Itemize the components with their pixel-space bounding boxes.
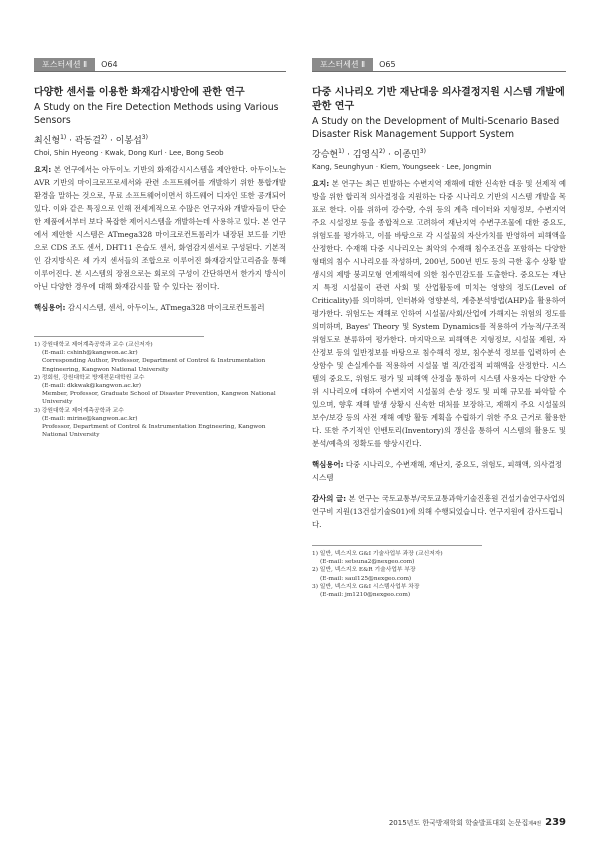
left-authors-ko — [34, 133, 286, 146]
left-abstract — [34, 163, 286, 293]
left-footnote-rule — [34, 336, 204, 337]
footnote-line: 1) 강원대학교 제어계측공학과 교수 (교신저자) — [34, 342, 153, 348]
right-author-2-mark: 2) — [378, 148, 386, 155]
footer-publication: 2015년도 한국방재학회 학술발표대회 논문집 — [388, 819, 529, 827]
right-authors-ko — [312, 147, 566, 160]
left-author-2: · 곽동걸 — [66, 136, 101, 146]
right-session-code: O65 — [379, 60, 396, 69]
right-footnotes — [312, 550, 566, 599]
footnote-line: Member, Professor, Graduate School of Disaster Prevention, Kangwon National University — [42, 391, 276, 406]
right-keywords-text: 다중 시나리오, 수변재해, 재난지, 중요도, 위험도, 피해액, 의사결정시스템 — [312, 460, 563, 482]
left-author-1: 최신형 — [34, 136, 61, 146]
right-session-header — [312, 58, 566, 72]
footer-volume: 제4권 — [528, 821, 542, 827]
right-article — [312, 58, 566, 599]
left-keywords-text: 감시시스템, 센서, 아두이노, ATmega328 마이크로컨트롤러 — [67, 303, 265, 312]
left-title-ko: 다양한 센서를 이용한 화재감시방안에 관한 연구 — [34, 87, 245, 98]
left-session-code: O64 — [101, 60, 118, 69]
footnote-line: 1) 일반, 넥스지오 G&I 기술사업부 과장 (교신저자) — [312, 551, 443, 557]
left-author-3: · 이봉섭 — [107, 136, 142, 146]
right-keywords — [312, 458, 566, 484]
right-abstract — [312, 177, 566, 450]
left-session-tag: 포스터세션 Ⅱ — [34, 58, 95, 71]
left-abstract-label: 요지: — [34, 165, 52, 174]
left-abstract-text: 본 연구에서는 아두이노 기반의 화재감시시스템을 제안한다. 아두이노는 AVR 기반의 마이크로프로세서와 관련 소프트웨어를 개발하기 위한 통합개발환경을 말하는 것으로, 무료 소프트웨어이면서 하드웨어 디자인 또한 공개되어 있다. 이와 같은 특징으로 인해 전세계적으로 수많은 연구자와 개발자들이 단순한 제품에서부터 보다 복잡한 제어시스템을 개발하는데 사용하고 있다. 본 연구에서 제안한 시스템은 ATmega328 마이크로컨트롤러가 내장된 보드를 기반으로 CDS 조도 센서, DHT11 온습도 센서, 화염감지센서로 구성된다. 기본적인 감지방식은 세 가지 센서들의 조합으로 이루어진 화재감지알고리즘을 통해 이루어진다. 본 시스템의 장점으로는 회로의 구성이 간단하면서 한가지 방식이 아닌 다양한 경우에 대해 화재감시를 할 수 있다는 점이다. — [34, 165, 286, 291]
footnote-line: (E-mail: saul125@nexgeo.com) — [320, 575, 412, 582]
footnote-line: (E-mail: setsuna2@nexgeo.com) — [320, 559, 415, 566]
left-footnotes — [34, 341, 286, 439]
right-title-ko: 다중 시나리오 기반 재난대응 의사결정지원 시스템 개발에 관한 연구 — [312, 87, 565, 112]
left-title-en: A Study on the Fire Detection Methods using Various Sensors — [34, 102, 279, 126]
right-author-1-mark: 1) — [338, 148, 345, 155]
right-ack-text: 본 연구는 국토교통부/국토교통과학기술진흥원 건설기술연구사업의 연구비 지원(13건설기술S01)에 의해 수행되었습니다. 연구지원에 감사드립니다. — [312, 494, 566, 529]
right-session-tag: 포스터세션 Ⅱ — [312, 58, 373, 71]
right-ack-label: 감사의 글: — [312, 494, 347, 503]
footnote-line: 3) 일반, 넥스지오 G&I 시스템사업부 차장 — [312, 583, 420, 590]
right-authors-en: Kang, Seunghyun · Kiem, Youngseek · Lee, Jongmin — [312, 163, 492, 171]
page-footer — [389, 817, 566, 828]
footnote-line: Professor, Department of Control & Instrumentation Engineering, Kangwon National University — [42, 424, 266, 439]
footnote-line: 2) 정회원, 강원대학교 방재전문대학원 교수 — [34, 374, 145, 381]
footnote-line: 2) 일반, 넥스지오 E&R 기술사업부 부장 — [312, 567, 416, 574]
footnote-line: (E-mail: dkkwak@kangwon.ac.kr) — [42, 383, 142, 390]
left-article — [34, 58, 286, 439]
left-author-2-mark: 2) — [100, 134, 108, 141]
right-acknowledgement — [312, 492, 566, 531]
right-author-1: 강승현 — [312, 150, 339, 160]
footnote-line: (E-mail: mirine@kangwon.ac.kr) — [42, 415, 138, 422]
left-keywords-label: 핵심용어: — [34, 303, 66, 312]
left-author-3-mark: 3) — [141, 134, 148, 141]
left-session-header — [34, 58, 286, 72]
right-title-en: A Study on the Development of Multi-Scenario Based Disaster Risk Management Support System — [312, 116, 560, 140]
footnote-line: Corresponding Author, Professor, Department of Control & Instrumentation Engineering, Kangwon National University — [42, 358, 266, 373]
left-keywords — [34, 301, 286, 314]
right-author-3-mark: 3) — [419, 148, 426, 155]
right-footnote-rule — [312, 545, 482, 546]
left-authors-en: Choi, Shin Hyeong · Kwak, Dong Kurl · Lee, Bong Seob — [34, 149, 224, 157]
right-author-2: · 김영식 — [344, 150, 379, 160]
right-keywords-label: 핵심용어: — [312, 460, 344, 469]
right-author-3: · 이종민 — [385, 150, 420, 160]
footnote-line: 3) 강원대학교 제어계측공학과 교수 — [34, 407, 124, 414]
page-number: 239 — [545, 817, 566, 828]
footnote-line: (E-mail: jm1210@nexgeo.com) — [320, 592, 411, 599]
left-author-1-mark: 1) — [60, 134, 67, 141]
right-abstract-text: 본 연구는 최근 빈발하는 수변지역 재해에 대한 신속한 대응 및 선제적 예방을 위한 합리적 의사결정을 지원하는 다중 시나리오 기반의 시스템 개발을 목표로 한다. 이를 위하여 강수량, 수위 등의 계측 데이터와 지형정보, 수변지역 주요 시설정보 등을 종합적으로 고려하여 재난지역 수변구조물에 대한 중요도, 위험도를 평가하고, 이를 바탕으로 각 시설물의 자산가치를 반영하여 피해액을 산정한다. 수재해 다중 시나리오는 최악의 수재해 침수조건을 포함하는 다양한 형태의 침수 시나리오를 작성하며, 200년, 500년 빈도 등의 극한 홍수 상황 발생시의 제방 붕괴모형 연계해석에 의한 침수민감도를 도출한다. 중요도는 재난지 특정 시설물이 관련 사회 및 산업활동에 미치는 영향의 정도(Level of Criticality)를 의미하며, 인터뷰와 영향분석, 계층분석방법(AHP)을 활용하여 평가한다. 위험도는 재해로 인하여 시설물/사회/산업에 가해지는 위험의 정도를 의미하며, Bayes' Theory 및 System Dynamics를 적용하여 가능적/구조적 위험도로 분류하여 평가한다. 마지막으로 피해액은 지형정보, 시설물 제원, 자산정보 등의 일반정보를 바탕으로 침수해석 정보, 침수분석 정보를 입력하여 손상함수 및 손실계수를 적용하여 시설물 별 직/간접적 피해액을 산정한다. 시스템의 중요도, 위험도 평가 및 피해액 산정을 통하여 시스템 사용자는 다양한 수위 시나리오에 대하여 수변지역 시설물의 손상 정도 및 피해 규모를 파악할 수 있으며, 향후 재해 발생 상황시 신속한 대처를 보장하고, 재해지 주요 시설물의 보수/보강 등의 사전 재해 예방 활동 계획을 수립하기 위한 주요 근거로 활용한다. 또한 주기적인 인벤토리(Inventory)의 갱신을 통하여 시스템의 활용도 및 분석/예측의 정확도를 향상시킨다. — [312, 179, 566, 448]
footnote-line: (E-mail: cshinh@kangwon.ac.kr) — [42, 350, 138, 357]
right-abstract-label: 요지: — [312, 179, 330, 188]
